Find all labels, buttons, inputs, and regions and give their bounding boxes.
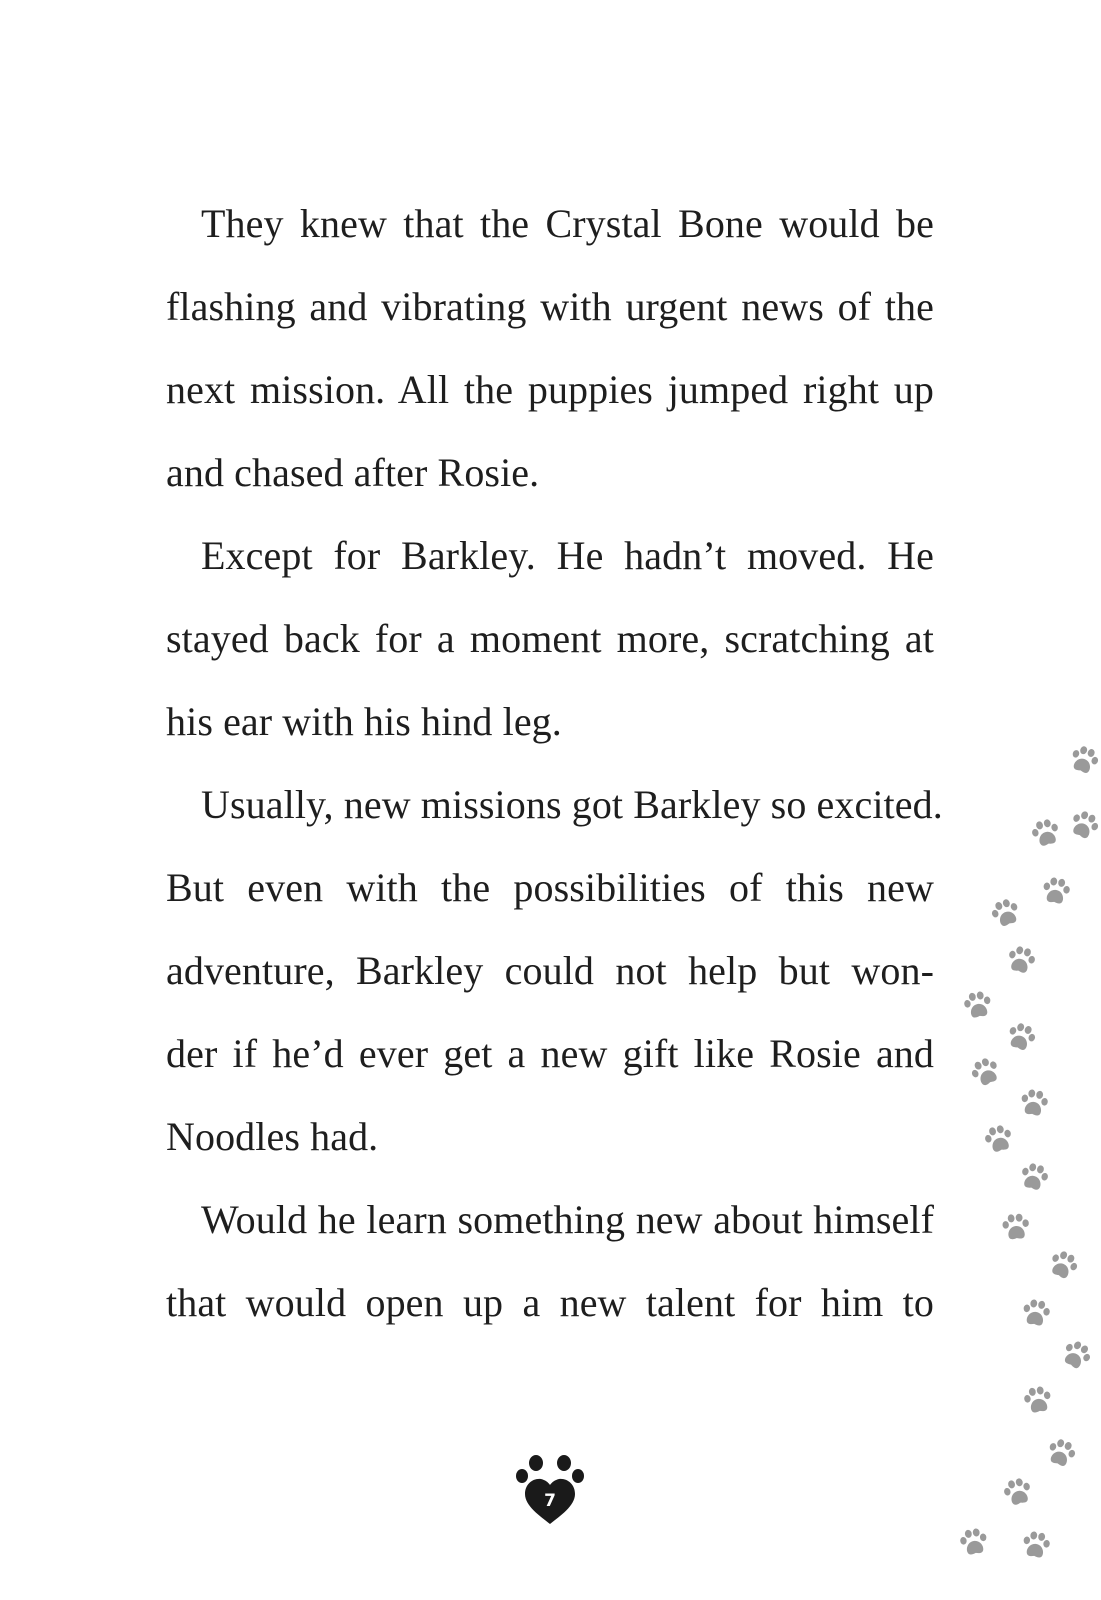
text-line-4: and chased after Rosie. (166, 450, 540, 495)
paw-print-icon (999, 1211, 1034, 1246)
paw-print-icon (959, 987, 996, 1024)
paw-print-icon (1019, 1382, 1056, 1419)
paw-print-icon (1026, 814, 1065, 853)
paw-print-icon (965, 1052, 1008, 1095)
text-line-10: adventure, Barkley could not help but won- (166, 948, 934, 993)
paw-print-icon (1017, 1295, 1054, 1332)
paw-print-icon (955, 1524, 992, 1561)
text-line-2: flashing and vibrating with urgent news of the (166, 284, 934, 329)
paw-print-icon (1040, 1433, 1081, 1474)
text-line-1: They knew that the Crystal Bone would be (201, 201, 934, 246)
paw-print-icon (1017, 1527, 1054, 1564)
paw-print-icon (1015, 1085, 1052, 1122)
paw-heart-icon (514, 1454, 586, 1526)
text-line-14: that would open up a new talent for him to (166, 1280, 934, 1325)
paw-print-icon (1037, 873, 1074, 910)
text-line-12: Noodles had. (166, 1114, 379, 1159)
paw-print-icon (1000, 1017, 1041, 1058)
text-line-3: next mission. All the puppies jumped right up (166, 367, 934, 412)
text-line-6: stayed back for a moment more, scratching at (166, 616, 934, 661)
text-line-8: Usually, new missions got Barkley so excited. (201, 782, 943, 827)
paw-print-icon (1042, 1245, 1085, 1288)
text-line-7: his ear with his hind leg. (166, 699, 562, 744)
paw-print-icon (1054, 1334, 1098, 1378)
paw-print-icon (1014, 1158, 1053, 1197)
paw-print-icon (1001, 941, 1040, 980)
text-line-5: Except for Barkley. He hadn’t moved. He (201, 533, 934, 578)
page-number: 7 (544, 1491, 556, 1511)
text-line-11: der if he’d ever get a new gift like Rosie and (166, 1031, 934, 1076)
paw-print-icon (985, 893, 1026, 934)
paw-print-icon (1063, 740, 1101, 781)
paw-print-icon (979, 1120, 1018, 1159)
text-line-9: But even with the possibilities of this new (166, 865, 934, 910)
paw-print-icon (1063, 805, 1101, 848)
text-line-13: Would he learn something new about himself (201, 1197, 934, 1242)
paw-print-icon (998, 1473, 1037, 1512)
